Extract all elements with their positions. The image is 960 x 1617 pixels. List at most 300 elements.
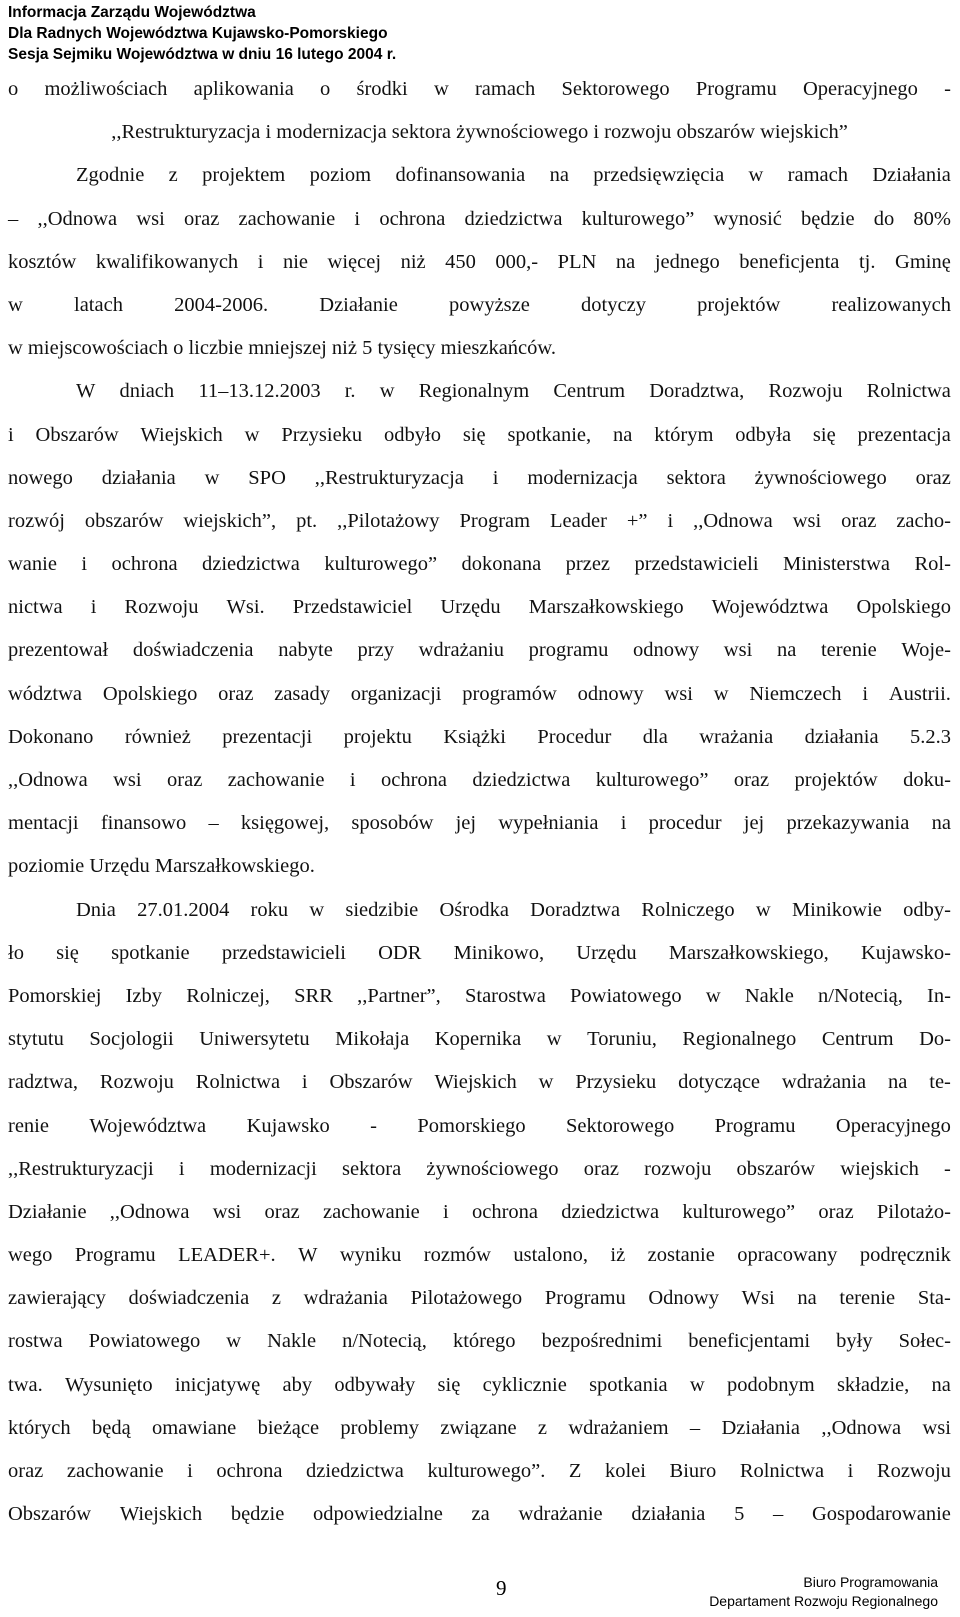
word: ustalono, [513, 1244, 588, 1267]
word: realizowanych [831, 293, 951, 316]
word: obszarów [736, 1157, 816, 1180]
word: oraz [583, 1157, 619, 1180]
word: Wsi [741, 1287, 775, 1310]
word: Marszałkowskiego, [668, 941, 829, 964]
word: odbywały [334, 1373, 416, 1396]
word: odbyła [735, 423, 792, 446]
word: 5 [734, 1503, 745, 1526]
word: odpowiedzialne [313, 1503, 443, 1526]
word: Uniwersytetu [199, 1028, 310, 1051]
word: dotyczy [581, 293, 646, 316]
word: – [773, 1503, 784, 1526]
word: którym [654, 423, 714, 446]
word: – [8, 207, 19, 230]
word: za [471, 1503, 490, 1526]
word: przekazywania [786, 812, 910, 835]
word: przedsięwzięcia [593, 164, 725, 187]
word: Biuro [669, 1460, 717, 1482]
word: wsi [723, 639, 753, 662]
word: wdrażania [781, 1071, 867, 1094]
word: bieżące [257, 1416, 320, 1439]
word: tj. [858, 250, 876, 273]
word: wanie [8, 553, 57, 576]
body-line [8, 629, 951, 672]
word: Sektorowego [561, 78, 670, 100]
word: Obszarów [8, 1503, 92, 1526]
document-header [8, 2, 396, 65]
word: Ministerstwa [782, 553, 891, 576]
word: w [379, 380, 395, 403]
word: stytutu [8, 1028, 64, 1051]
word: sektora [666, 466, 726, 489]
word: dotyczące [678, 1071, 761, 1094]
word: podobnym [726, 1373, 815, 1396]
word: Procedur [537, 725, 612, 748]
word: dniach [119, 380, 175, 403]
word: Minikowo, [453, 941, 545, 964]
word: obszarów [84, 509, 164, 532]
word: oraz [167, 769, 203, 791]
word: odbyło [384, 423, 441, 446]
word: wsi [922, 1416, 951, 1439]
word: i [862, 682, 869, 705]
body-line [8, 1407, 951, 1450]
body-line [8, 1105, 951, 1148]
word: wsi [664, 682, 693, 705]
body-line [8, 1018, 951, 1061]
word: Ośrodka [439, 898, 509, 921]
word: projektów [794, 769, 878, 791]
word: w [705, 984, 721, 1007]
word: odnowy [577, 682, 644, 705]
word: Urzędu [440, 596, 501, 619]
word: rostwa [8, 1330, 63, 1353]
word: w [546, 1028, 562, 1051]
word: n/Notecią, [818, 984, 903, 1007]
word: związane [440, 1416, 517, 1439]
word: działania [101, 466, 176, 489]
body-line [8, 673, 951, 716]
word: i [187, 1460, 193, 1482]
word: podręcznik [859, 1244, 951, 1267]
word: sposobów [351, 812, 434, 835]
word: Program [459, 509, 531, 532]
word: Opolskiego [102, 682, 198, 705]
word: wynosić [713, 207, 782, 230]
word: modernizacji [209, 1157, 317, 1180]
word: Opolskiego [856, 596, 951, 619]
word: ramach [474, 78, 536, 100]
word: z [168, 164, 178, 187]
word: prezentował [8, 639, 109, 662]
word: - [944, 78, 951, 100]
word: Obszarów [329, 1071, 413, 1094]
word: w [713, 682, 729, 705]
word: niż [400, 250, 426, 273]
word: Przysieku [575, 1071, 657, 1094]
word: Programu [695, 78, 777, 100]
word: ochrona [380, 769, 447, 791]
word: Pomorskiego [417, 1114, 526, 1137]
word: poziom [309, 164, 372, 187]
word: przedstawicieli [221, 941, 346, 964]
word: jej [743, 812, 765, 835]
word: Działanie [319, 293, 398, 316]
word: ramach [787, 164, 848, 187]
body-line [8, 154, 951, 197]
body-line [8, 975, 951, 1018]
word: Gospodarowanie [811, 1503, 951, 1526]
word: i [90, 596, 97, 619]
word: Niemczech [749, 682, 842, 705]
word: w [689, 1373, 705, 1396]
word: oraz [184, 207, 220, 230]
word: przez [565, 553, 611, 576]
word: 2004-2006. [174, 293, 269, 316]
word: kwalifikowanych [95, 250, 239, 273]
word: na [931, 812, 951, 835]
word: w [538, 1071, 554, 1094]
word: kulturowego” [581, 207, 695, 230]
word: Rozwoju [876, 1460, 951, 1482]
word: projektem [202, 164, 286, 187]
word: W [76, 380, 96, 403]
word: – [689, 1416, 701, 1439]
word: r. [344, 380, 356, 403]
word: Działania [721, 1416, 801, 1439]
word: doświadczenia [132, 639, 254, 662]
word: aplikowania [193, 78, 294, 100]
word: Sołec- [898, 1330, 951, 1353]
word: Programu [544, 1287, 626, 1310]
word: beneficjentami [688, 1330, 811, 1353]
word: siedzibie [345, 898, 419, 921]
word: kulturowego” [595, 769, 709, 791]
word: doświadczenia [128, 1287, 250, 1310]
word: dziedzictwa [464, 207, 563, 230]
word: Kujawsko- [860, 941, 951, 964]
word: Kujawsko [246, 1114, 330, 1137]
word: Przysieku [281, 423, 363, 446]
word: kolei [604, 1460, 646, 1482]
word: - [370, 1114, 377, 1137]
word: nowego [8, 466, 73, 489]
word: Wysunięto [65, 1373, 153, 1396]
word: się [462, 423, 486, 446]
word: oraz [8, 1460, 44, 1482]
word: - [944, 1157, 951, 1180]
body-line [8, 759, 951, 802]
word: się [437, 1373, 461, 1396]
word: prezentacja [857, 423, 951, 446]
word: i [443, 1200, 449, 1223]
word: i [301, 1071, 308, 1094]
word: opracowany [737, 1244, 838, 1267]
word: sektora [342, 1157, 402, 1180]
word: dla [642, 725, 668, 748]
word: ,,Restrukturyzacja [314, 466, 464, 489]
body-line [8, 889, 951, 932]
word: ,,Odnowa [8, 769, 88, 791]
word: Regionalnego [682, 1028, 797, 1051]
body-line [8, 543, 951, 586]
word: w [204, 466, 220, 489]
word: dziedzictwa [472, 769, 571, 791]
word: Działania [872, 164, 951, 187]
word: ło [8, 941, 24, 964]
word: Rozwoju [768, 380, 843, 403]
word: zawierający [8, 1287, 106, 1310]
word: ,,Odnowa [821, 1416, 902, 1439]
body-line [8, 1320, 951, 1363]
word: rozmów [423, 1244, 491, 1267]
word: na [797, 1287, 817, 1310]
word: 5.2.3 [910, 725, 951, 748]
word: i [620, 812, 627, 835]
word: wyniku [339, 1244, 402, 1267]
word: przy [357, 639, 394, 662]
word: 80% [913, 207, 951, 230]
word: oraz [264, 1200, 300, 1223]
word: Pilotażo- [876, 1200, 951, 1223]
word: Powiatowego [570, 984, 682, 1007]
word: Rol- [914, 553, 951, 576]
word: Wiejskich [119, 1503, 203, 1526]
word: W [298, 1244, 318, 1267]
word: cyklicznie [482, 1373, 567, 1396]
body-line [8, 802, 951, 845]
word: Kopernika [434, 1028, 522, 1051]
word: więcej [327, 250, 382, 273]
word: Rolnictwa [739, 1460, 825, 1482]
word: SRR [294, 984, 333, 1007]
word: i [257, 250, 264, 273]
word: nie [282, 250, 308, 273]
word: Działanie [8, 1200, 87, 1223]
word: rozwoju [644, 1157, 712, 1180]
word: Urzędu [576, 941, 637, 964]
word: oraz [915, 466, 951, 489]
word: się [812, 423, 836, 446]
body-line [8, 500, 951, 543]
word: mentacji [8, 812, 79, 835]
word: programu [528, 639, 609, 662]
word: zacho- [896, 509, 951, 532]
body-line [8, 1234, 951, 1277]
word: bezpośrednimi [541, 1330, 663, 1353]
word: w [748, 164, 764, 187]
word: w [244, 423, 260, 446]
word: Programu [74, 1244, 156, 1267]
word: zachowanie [238, 207, 336, 230]
body-line: poziomie Urzędu Marszałkowskiego. [8, 855, 315, 878]
word: w [433, 78, 449, 100]
word: 000,- [495, 250, 539, 273]
word: SPO [248, 466, 286, 489]
word: renie [8, 1114, 49, 1137]
word: Austrii. [888, 682, 951, 705]
word: wsi [212, 1200, 242, 1223]
word: z [271, 1287, 281, 1310]
word: spotkanie, [507, 423, 592, 446]
word: te- [929, 1071, 951, 1094]
word: wdrażanie [518, 1503, 603, 1526]
word: Rozwoju [99, 1071, 174, 1094]
word: zachowanie [323, 1200, 420, 1223]
word: +” [626, 509, 648, 532]
word: omawiane [152, 1416, 237, 1439]
word: ,,Restrukturyzacji [8, 1157, 154, 1180]
word: Obszarów [35, 423, 119, 446]
word: w [309, 898, 325, 921]
word: roku [250, 898, 289, 921]
word: Centrum [553, 380, 626, 403]
word: 11–13.12.2003 [198, 380, 321, 403]
word: wsi [113, 769, 142, 791]
body-line [8, 370, 951, 413]
word: LEADER+. [178, 1244, 276, 1267]
word: inicjatywę [174, 1373, 261, 1396]
word: Toruniu, [587, 1028, 657, 1051]
word: iż [610, 1244, 626, 1267]
word: Książki [443, 725, 506, 748]
word: w [226, 1330, 242, 1353]
word: w [755, 898, 771, 921]
word: ODR [378, 941, 422, 964]
word: i [8, 423, 14, 446]
word: Dokonano [8, 725, 94, 748]
word: działania [631, 1503, 706, 1526]
word: Wiejskich [434, 1071, 517, 1094]
word: odby- [903, 898, 951, 921]
word: możliwościach [44, 78, 168, 100]
word: z [537, 1416, 548, 1439]
word: żywnościowego [426, 1157, 559, 1180]
word: wództwa [8, 682, 83, 705]
word: kulturowego” [324, 553, 438, 576]
word: będzie [230, 1503, 285, 1526]
body-line [8, 414, 951, 457]
word: na [612, 423, 633, 446]
word: Regionalnym [418, 380, 530, 403]
word: którego [452, 1330, 516, 1353]
body-line [8, 1493, 951, 1536]
word: Pomorskiej [8, 984, 102, 1007]
word: Rolnictwa [195, 1071, 281, 1094]
word: modernizacja [527, 466, 638, 489]
word: Woje- [901, 639, 951, 662]
word: wdrażania [303, 1287, 388, 1310]
word: Centrum [821, 1028, 894, 1051]
header-line-2: Dla Radnych Województwa Kujawsko-Pomorskiego [8, 25, 388, 42]
word: procedur [648, 812, 722, 835]
word: Marszałkowskiego [528, 596, 684, 619]
word: i [349, 769, 356, 791]
word: Programu [714, 1114, 796, 1137]
word: ,,Odnowa [693, 509, 773, 532]
word: Rolnictwa [866, 380, 951, 403]
word: kosztów [8, 250, 77, 273]
word: wsi [792, 509, 822, 532]
word: wsi [136, 207, 165, 230]
word: Socjologii [89, 1028, 174, 1051]
word: Starostwa [464, 984, 546, 1007]
word: Mikołaja [335, 1028, 410, 1051]
body-line [8, 241, 951, 284]
word: były [836, 1330, 873, 1353]
word: spotkania [589, 1373, 668, 1396]
word: jej [455, 812, 477, 835]
word: ,,Odnowa [37, 207, 118, 230]
word: w [8, 293, 23, 316]
word: Leader [550, 509, 607, 532]
word: jednego [654, 250, 720, 273]
word: prezentacji [222, 725, 313, 748]
body-line [8, 284, 951, 327]
word: środki [356, 78, 408, 100]
word: Gminę [895, 250, 951, 273]
word: ochrona [379, 207, 446, 230]
word: dziedzictwa [561, 1200, 660, 1223]
word: rozwój [8, 509, 65, 532]
word: kulturowego”. [427, 1460, 546, 1482]
word: odnowy [633, 639, 700, 662]
word: ochrona [471, 1200, 539, 1223]
word: składzie, [836, 1373, 910, 1396]
footer-department [709, 1573, 938, 1611]
word: wego [8, 1244, 53, 1267]
word: Operacyjnego [802, 78, 918, 100]
word: Sta- [917, 1287, 951, 1310]
word: finansowo [100, 812, 187, 835]
word: powyższe [449, 293, 530, 316]
word: wdrażaniu [418, 639, 504, 662]
body-text [8, 68, 951, 1536]
word: Doradztwa [530, 898, 621, 921]
word: i [667, 509, 674, 532]
word: terenie [839, 1287, 896, 1310]
word: o [8, 78, 19, 100]
word: Przedstawiciel [292, 596, 413, 619]
word: ,,Odnowa [109, 1200, 190, 1223]
word: oraz [841, 509, 877, 532]
word: projektu [343, 725, 412, 748]
word: wypełniania [498, 812, 599, 835]
body-line [8, 586, 951, 629]
word: na [931, 1373, 951, 1396]
footer-dept-line-2: Departament Rozwoju Regionalnego [709, 1593, 938, 1609]
word: PLN [557, 250, 597, 273]
word: twa. [8, 1373, 43, 1396]
word: wrażania [699, 725, 774, 748]
footer-dept-line-1: Biuro Programowania [803, 1574, 938, 1590]
word: na [888, 1071, 908, 1094]
word: oraz [818, 1200, 854, 1223]
body-line [8, 457, 951, 500]
body-line [8, 1191, 951, 1234]
word: n/Notecią, [342, 1330, 427, 1353]
word: będą [91, 1416, 131, 1439]
word: Rolniczej, [186, 984, 270, 1007]
word: oraz [733, 769, 770, 791]
word: zostanie [647, 1244, 715, 1267]
word: Dnia [76, 898, 116, 921]
word: oraz [218, 682, 254, 705]
body-line [8, 716, 951, 759]
word: Doradztwa, [649, 380, 745, 403]
word: Wsi. [226, 596, 265, 619]
word: o [320, 78, 331, 100]
